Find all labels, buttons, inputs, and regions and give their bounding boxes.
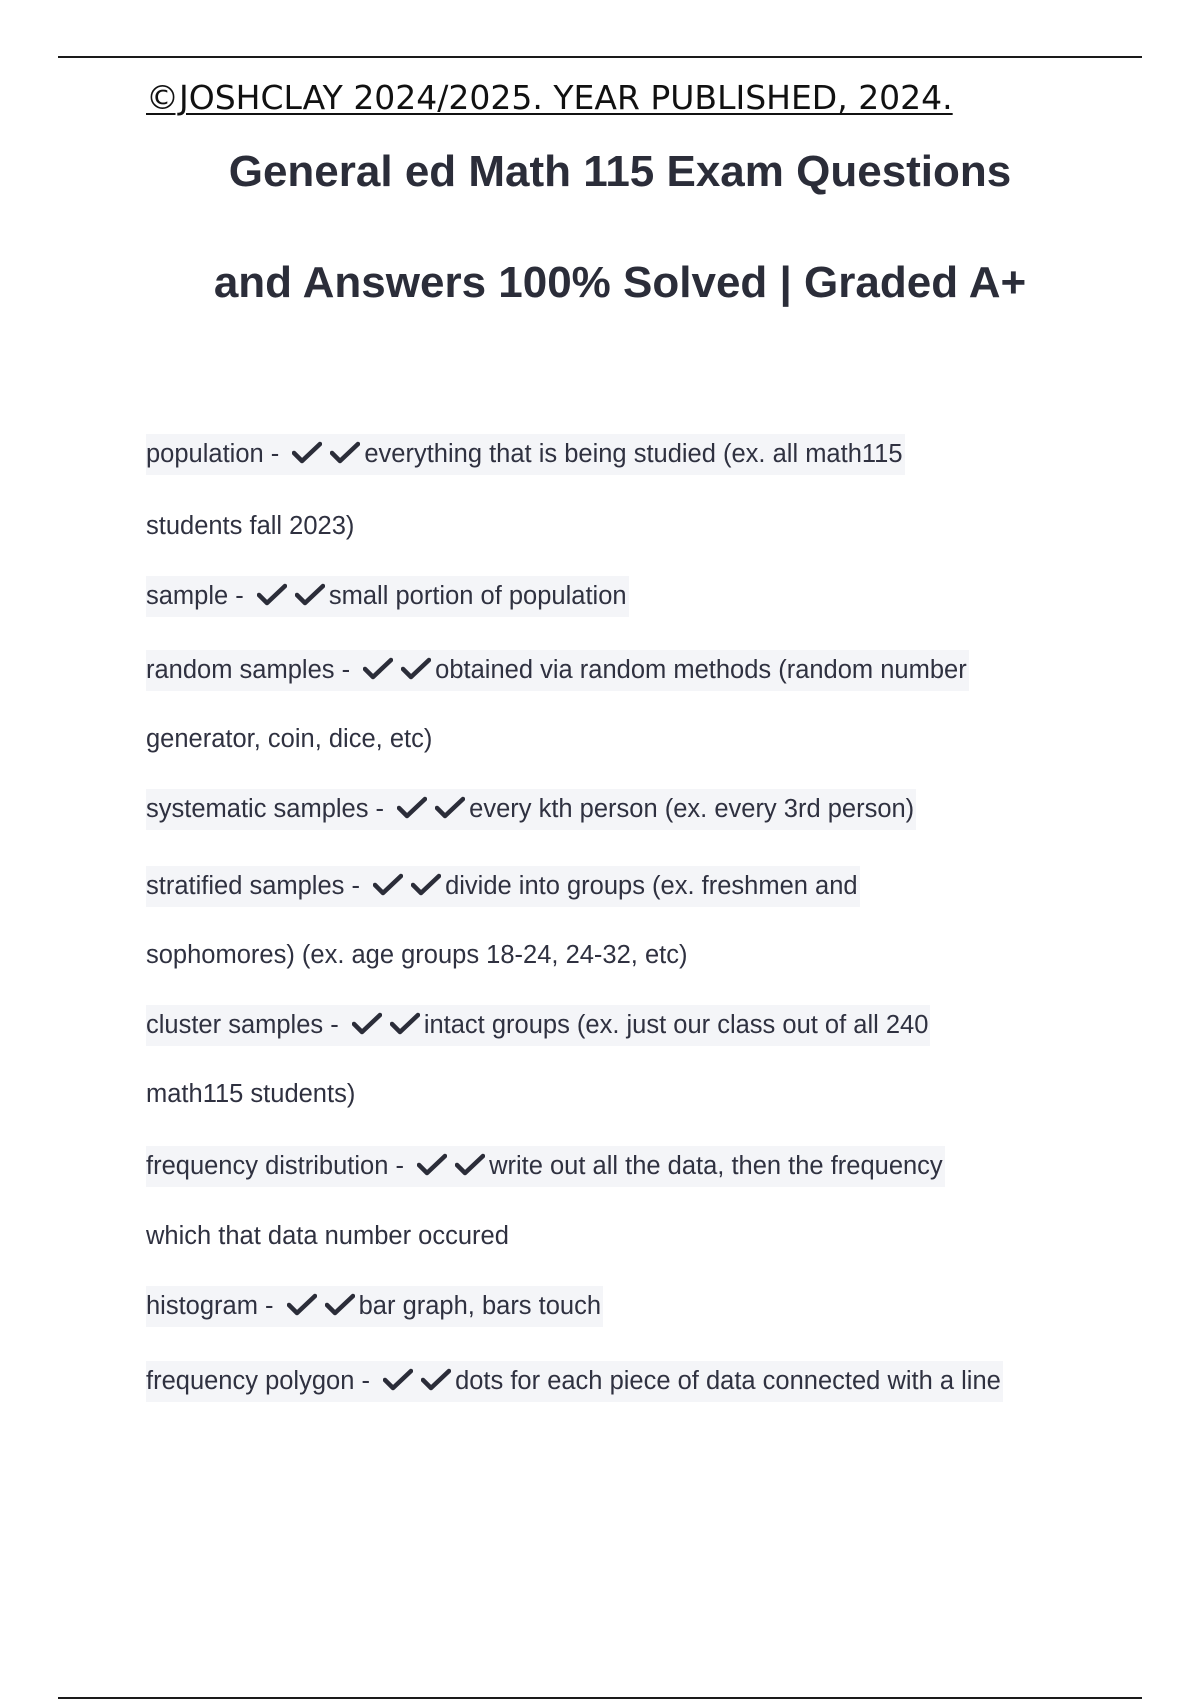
definition-text: which that data number occured: [146, 1222, 509, 1250]
term-label: random samples -: [146, 656, 358, 684]
definition-text: obtained via random methods (random number: [435, 656, 967, 684]
check-mark-icon: [363, 657, 393, 681]
qa-entry-stratified-samples: [146, 873, 860, 903]
check-mark-icon: [455, 1153, 485, 1177]
double-check-icons: [397, 796, 465, 826]
document-title-line-1: General ed Math 115 Exam Questions: [228, 147, 1012, 196]
definition-text: everything that is being studied (ex. all math115: [364, 440, 903, 468]
check-mark-icon: [401, 657, 431, 681]
qa-entry-frequency-distribution-continued: [146, 1224, 509, 1250]
copyright-header: ©JOSHCLAY 2024/2025. YEAR PUBLISHED, 2024.: [146, 78, 953, 117]
check-mark-icon: [383, 1368, 413, 1392]
check-mark-icon: [373, 873, 403, 897]
qa-entry-sample: [146, 583, 629, 613]
definition-text: students fall 2023): [146, 512, 355, 540]
document-title-line-2: and Answers 100% Solved | Graded A+: [213, 258, 1027, 307]
qa-entry-cluster-samples-continued: [146, 1082, 355, 1108]
definition-text: divide into groups (ex. freshmen and: [445, 872, 858, 900]
definition-text: sophomores) (ex. age groups 18-24, 24-32, etc): [146, 941, 688, 969]
check-mark-icon: [411, 873, 441, 897]
qa-entry-stratified-samples-continued: [146, 943, 687, 969]
double-check-icons: [417, 1153, 485, 1183]
check-mark-icon: [295, 583, 325, 607]
definition-text: bar graph, bars touch: [358, 1292, 602, 1320]
double-check-icons: [383, 1368, 451, 1398]
term-label: systematic samples -: [146, 795, 392, 823]
check-mark-icon: [390, 1012, 420, 1036]
definition-text: dots for each piece of data connected with a line: [455, 1367, 1001, 1395]
qa-entry-frequency-polygon: [146, 1368, 1003, 1398]
term-label: sample -: [146, 582, 251, 610]
check-mark-icon: [397, 796, 427, 820]
term-label: frequency polygon -: [146, 1367, 378, 1395]
definition-text: every kth person (ex. every 3rd person): [469, 795, 915, 823]
qa-entry-cluster-samples: [146, 1012, 930, 1042]
term-label: population -: [146, 440, 287, 468]
double-check-icons: [363, 657, 431, 687]
qa-entry-frequency-distribution: [146, 1153, 945, 1183]
definition-text: math115 students): [146, 1080, 356, 1108]
check-mark-icon: [287, 1293, 317, 1317]
definition-text: small portion of population: [328, 582, 627, 610]
definition-text: write out all the data, then the frequency: [489, 1152, 943, 1180]
double-check-icons: [257, 583, 325, 613]
check-mark-icon: [257, 583, 287, 607]
term-label: stratified samples -: [146, 872, 368, 900]
term-label: frequency distribution -: [146, 1152, 412, 1180]
qa-entry-population: [146, 441, 905, 471]
definition-text: intact groups (ex. just our class out of all 240: [423, 1011, 929, 1039]
check-mark-icon: [292, 441, 322, 465]
check-mark-icon: [421, 1368, 451, 1392]
qa-entry-random-samples: [146, 657, 969, 687]
qa-entry-systematic-samples: [146, 796, 916, 826]
bottom-divider: [58, 1697, 1142, 1699]
term-label: cluster samples -: [146, 1011, 346, 1039]
qa-entry-random-samples-continued: [146, 727, 432, 753]
double-check-icons: [287, 1293, 355, 1323]
check-mark-icon: [435, 796, 465, 820]
check-mark-icon: [325, 1293, 355, 1317]
qa-entry-population-continued: [146, 514, 354, 540]
double-check-icons: [292, 441, 360, 471]
definition-text: generator, coin, dice, etc): [146, 725, 433, 753]
check-mark-icon: [352, 1012, 382, 1036]
term-label: histogram -: [146, 1292, 281, 1320]
check-mark-icon: [330, 441, 360, 465]
check-mark-icon: [417, 1153, 447, 1177]
double-check-icons: [352, 1012, 420, 1042]
double-check-icons: [373, 873, 441, 903]
top-divider: [58, 56, 1142, 58]
qa-entry-histogram: [146, 1293, 603, 1323]
